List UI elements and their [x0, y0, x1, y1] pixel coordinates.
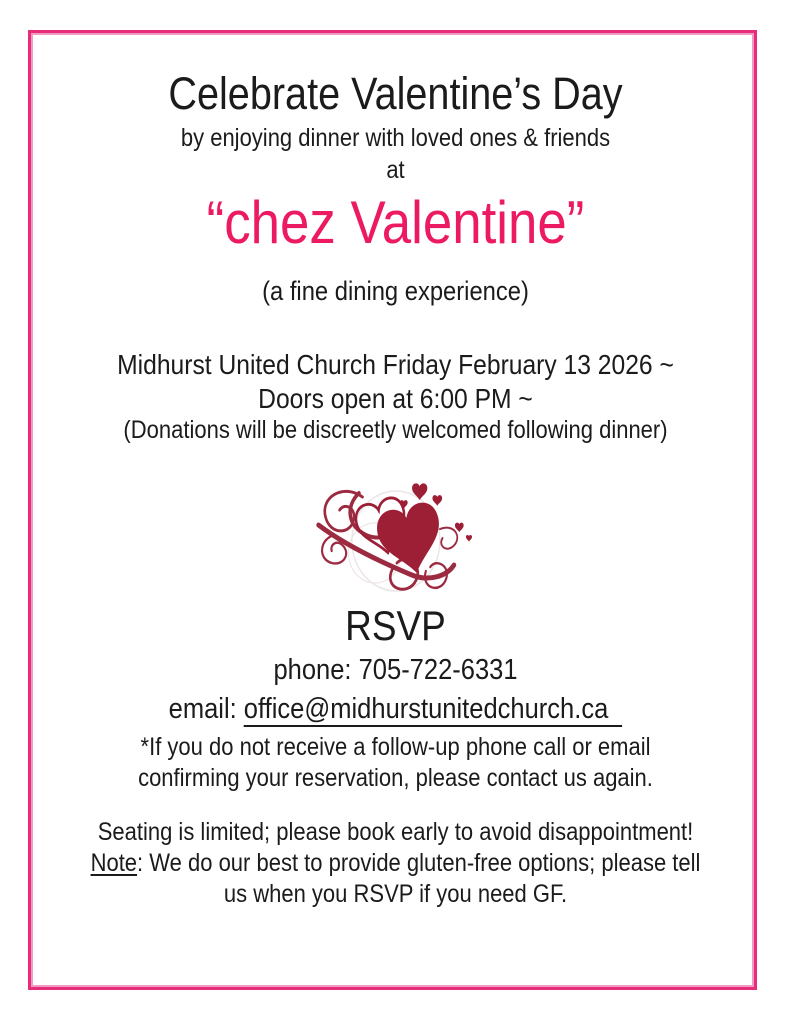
email-label: email: [168, 692, 244, 725]
hearts-flourish-icon [303, 477, 488, 599]
venue-name: “chez Valentine” [206, 189, 585, 257]
gluten-free-note-line2: us when you RSVP if you need GF. [223, 880, 568, 909]
event-donations-note: (Donations will be discreetly welcomed following dinner) [123, 416, 668, 445]
email-line [47, 692, 743, 727]
at-label: at [386, 155, 405, 184]
phone-line [47, 653, 743, 688]
venue-tagline: (a fine dining experience) [262, 276, 529, 307]
followup-line-1: *If you do not receive a follow-up phone call or email [140, 733, 651, 762]
note-text: : We do our best to provide gluten-free options; please tell [137, 849, 701, 878]
event-location-date: Midhurst United Church Friday February 13 2026 ~ [117, 349, 674, 381]
phone-number: 705-722-6331 [358, 653, 518, 686]
email-address-link[interactable]: office@midhurstunitedchurch.ca [244, 693, 623, 727]
flyer-content [47, 0, 743, 1024]
event-doors-open: Doors open at 6:00 PM ~ [258, 382, 533, 414]
followup-note [47, 732, 743, 793]
hearts-flourish-graphic [47, 477, 743, 599]
flyer-title: Celebrate Valentine’s Day [168, 68, 623, 119]
gluten-free-note [47, 848, 743, 879]
phone-label: phone: [273, 653, 359, 686]
note-label: Note [90, 849, 138, 878]
followup-line-2: confirming your reservation, please contact us again. [138, 763, 653, 792]
event-details [47, 348, 743, 446]
flyer-subtitle: by enjoying dinner with loved ones & friends [180, 124, 611, 153]
rsvp-heading: RSVP [345, 601, 446, 649]
seating-note: Seating is limited; please book early to avoid disappointment! [97, 818, 694, 847]
footer-notes [47, 817, 743, 910]
